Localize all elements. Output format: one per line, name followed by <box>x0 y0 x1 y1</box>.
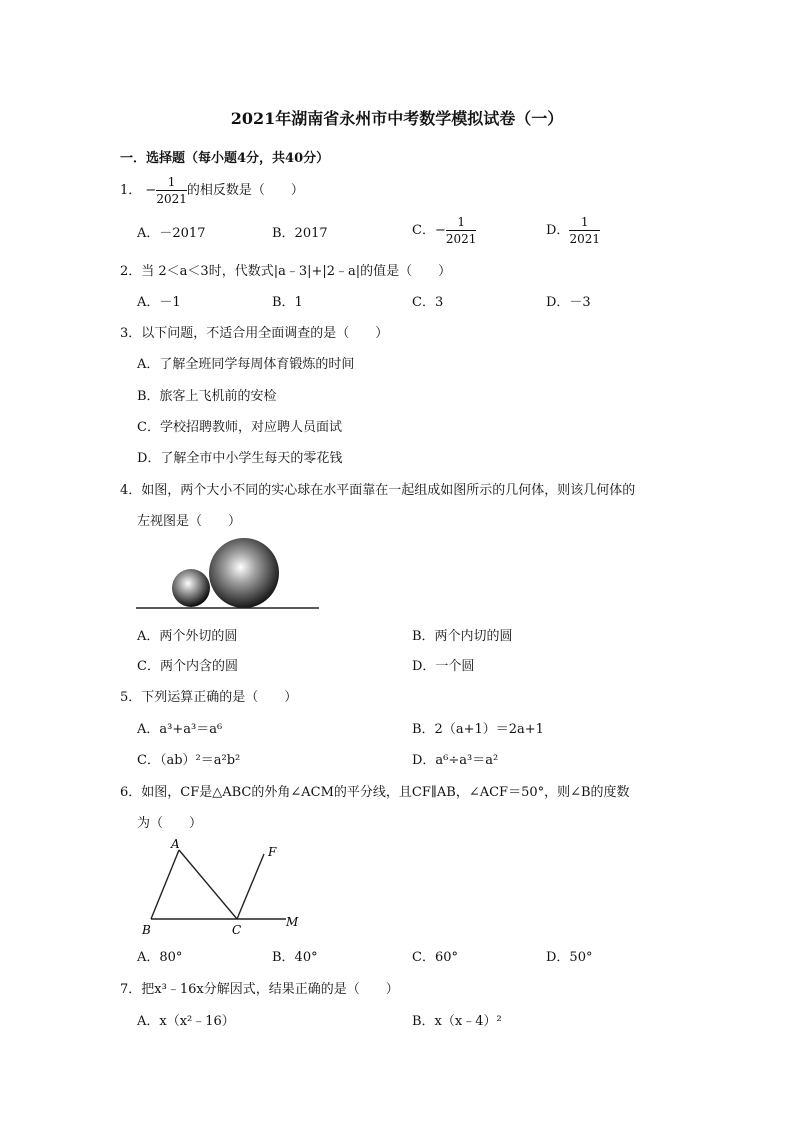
q4-option-a[interactable]: A．两个外切的圆 <box>137 629 238 644</box>
ray-cf <box>237 854 264 919</box>
small-sphere <box>172 569 210 607</box>
question-1: 1． − $\frac{1}{2021}$ 的相反数是（ ） <box>120 175 304 206</box>
q5-option-b[interactable]: B．2（a+1）＝2a+1 <box>412 722 544 737</box>
question-6-line-2: 为（ ） <box>137 816 203 831</box>
q3-option-d[interactable]: D．了解全市中小学生每天的零花钱 <box>137 451 343 466</box>
q4-option-d[interactable]: D．一个圆 <box>412 659 475 674</box>
q5-option-d[interactable]: D．a⁶÷a³＝a² <box>412 753 499 768</box>
page-title: 2021年湖南省永州市中考数学模拟试卷（一） <box>230 109 564 128</box>
q2-option-b[interactable]: B．1 <box>272 295 303 310</box>
question-3: 3．以下问题，不适合用全面调查的是（ ） <box>120 326 389 341</box>
label-a: A <box>171 837 180 851</box>
q3-option-c[interactable]: C．学校招聘教师，对应聘人员面试 <box>137 420 342 435</box>
side-ac <box>179 850 237 919</box>
q1-option-a[interactable]: A．－2017 <box>137 226 206 241</box>
question-1-stem: 的相反数是（ ） <box>186 183 304 198</box>
label-m: M <box>286 915 299 929</box>
q1-option-b[interactable]: B．2017 <box>272 226 328 241</box>
q4-option-c[interactable]: C．两个内含的圆 <box>137 659 238 674</box>
label-c: C <box>232 923 242 937</box>
section-heading: 一．选择题（每小题4分，共40分） <box>120 151 330 166</box>
q2-option-c[interactable]: C．3 <box>412 295 444 310</box>
q5-option-c[interactable]: C．（ab）²＝a²b² <box>137 753 241 768</box>
question-7: 7．把x³﹣16x分解因式，结果正确的是（ ） <box>120 982 399 997</box>
question-4-line-1: 4．如图，两个大小不同的实心球在水平面靠在一起组成如图所示的几何体，则该几何体的 <box>120 483 636 498</box>
q1-option-d[interactable]: D． $\frac{1}{2021}$ <box>546 215 600 246</box>
q6-option-b[interactable]: B．40° <box>272 950 318 965</box>
q7-option-b[interactable]: B．x（x﹣4）² <box>412 1014 502 1029</box>
q5-option-a[interactable]: A．a³+a³＝a⁶ <box>137 722 223 737</box>
label-f: F <box>268 845 277 859</box>
q7-option-a[interactable]: A．x（x²﹣16） <box>137 1014 235 1029</box>
q3-option-a[interactable]: A．了解全班同学每周体育锻炼的时间 <box>137 357 355 372</box>
question-6-line-1: 6．如图，CF是△ABC的外角∠ACM的平分线，且CF∥AB，∠ACF＝50°，则∠B的度数 <box>120 785 630 800</box>
question-4-line-2: 左视图是（ ） <box>137 514 242 529</box>
question-1-fraction: $\frac{1}{2021}$ <box>156 175 187 206</box>
question-5: 5．下列运算正确的是（ ） <box>120 690 298 705</box>
q6-option-c[interactable]: C．60° <box>412 950 458 965</box>
q6-option-d[interactable]: D．50° <box>546 950 593 965</box>
two-spheres-figure <box>136 535 321 613</box>
side-ab <box>151 850 179 919</box>
q4-option-b[interactable]: B．两个内切的圆 <box>412 629 513 644</box>
question-2: 2．当 2＜a＜3时，代数式|a﹣3|+|2﹣a|的值是（ ） <box>120 264 452 279</box>
q1-option-c[interactable]: C．− $\frac{1}{2021}$ <box>412 215 477 246</box>
q2-option-a[interactable]: A．－1 <box>137 295 181 310</box>
label-b: B <box>142 923 151 937</box>
triangle-figure <box>136 834 306 942</box>
q6-option-a[interactable]: A．80° <box>137 950 183 965</box>
large-sphere <box>209 538 279 608</box>
question-1-number: 1． <box>120 183 142 198</box>
q2-option-d[interactable]: D．－3 <box>546 295 591 310</box>
q3-option-b[interactable]: B．旅客上飞机前的安检 <box>137 389 277 404</box>
